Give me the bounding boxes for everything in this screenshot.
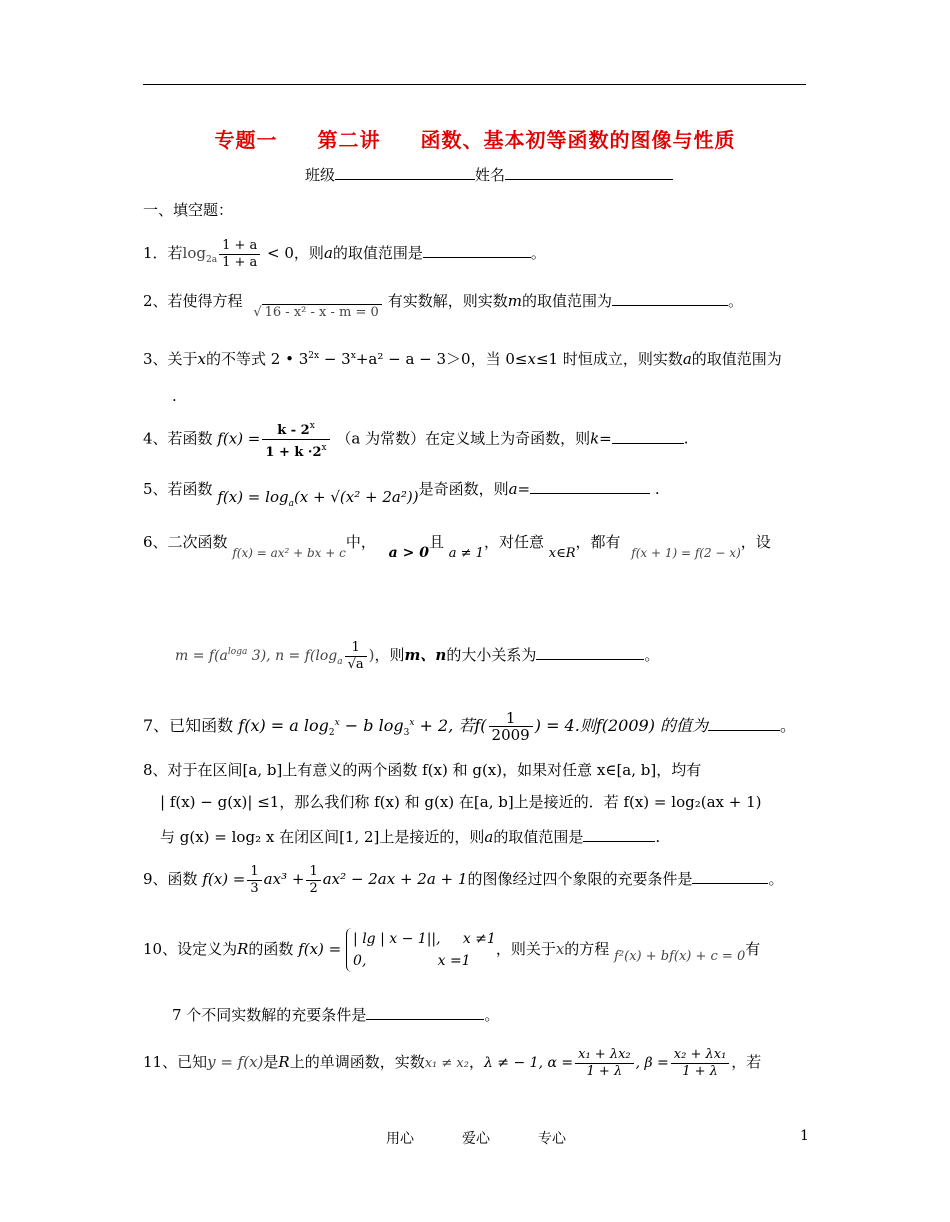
q6-end: 。: [644, 646, 660, 664]
q1-log: $\log_{2a}$: [182, 244, 218, 265]
q9-frac-1: $\frac{1}{3}$: [247, 864, 261, 897]
q3-var2: a: [682, 350, 692, 368]
q4-prefix: 4、若函数: [143, 429, 213, 448]
q6-duiren: ，对任意: [483, 533, 544, 551]
q11-beta: , β =: [635, 1055, 669, 1071]
q6-tail: 的大小关系为: [446, 646, 537, 664]
q7-fraction: $\frac{1}{2009}$: [489, 710, 533, 743]
q3-dot: .: [172, 387, 177, 405]
question-1: [143, 235, 546, 278]
q6-zhong: 中，: [345, 533, 376, 551]
q8-l3b: 的取值范围是: [493, 828, 584, 846]
header-rule: [143, 84, 806, 85]
q2-end: 。: [728, 292, 744, 310]
q10-answer-blank: [366, 1004, 484, 1020]
q6-n-def: , $n = f(\log_a$: [266, 648, 343, 667]
q6-she: ，设: [740, 533, 771, 551]
q5-var: a=: [508, 480, 531, 498]
q11-beta-frac: $\frac{\text{x₂ + λx₁}}{1 + \lambda}$: [671, 1047, 729, 1080]
q10-R: R: [237, 940, 249, 958]
q3-prefix: 3、关于: [143, 350, 198, 368]
q4-fx: f(x) =: [217, 429, 261, 448]
q6-m-def: $m = f(a^{loga}$ 3): [175, 647, 267, 664]
q6-eq: f(x + 1) = f(2 − x): [631, 546, 741, 560]
q6-ze: ，则: [374, 646, 405, 664]
document-title: [0, 124, 950, 153]
q11-is: 是: [263, 1053, 279, 1071]
q5-mid: 是奇函数，则: [418, 480, 509, 498]
section-heading: 一、填空题：: [143, 201, 234, 219]
q1-end: 。: [530, 244, 546, 262]
q10-guanyu: ，则关于: [495, 940, 556, 958]
q11-alpha-frac: $\frac{\text{x₁ + λx₂}}{1 + \lambda}$: [575, 1047, 633, 1080]
q10-eq: f²(x) + bf(x) + c = 0: [614, 949, 746, 964]
q3-var: x: [197, 350, 207, 368]
title-lecture: 第二讲: [317, 128, 381, 152]
q6-n-fraction: $\frac{1}{√a}$: [345, 640, 367, 673]
q3-mid2: +a² − a − 3＞0，当 0≤: [355, 350, 528, 368]
q11-ruo: ，若: [731, 1053, 762, 1071]
page-number: 1: [800, 1128, 809, 1144]
q10-x: x: [555, 940, 565, 958]
q2-mid: 有实数解，则实数: [387, 292, 508, 310]
q10-piecewise: | lg | x − 1||, x ≠1 0, x =1: [346, 928, 496, 972]
q9-t2: ax² − 2ax + 2a + 1: [322, 870, 468, 888]
question-10-continued: [172, 1004, 499, 1025]
q7-expr: f(x) = a log: [238, 716, 329, 735]
q7-mid2: + 2, 若f(: [414, 716, 487, 735]
q4-answer-blank: [612, 428, 684, 444]
q9-frac-2: $\frac{1}{2}$: [306, 864, 320, 897]
question-5: [143, 478, 660, 509]
q9-end: 。: [768, 870, 784, 888]
q7-prefix: 7、已知函数: [143, 716, 234, 735]
q1-prefix: 1．若: [143, 244, 183, 262]
question-10: [143, 924, 760, 976]
class-name-line: [305, 164, 673, 185]
name-label: 姓名: [475, 166, 506, 184]
q7-answer-blank: [708, 715, 780, 731]
q8-end: .: [655, 828, 661, 846]
q10-fx: f(x) =: [298, 940, 342, 958]
q6-cond1: a > 0: [388, 545, 429, 561]
question-6-part-b: $m = f(a^{loga}$ 3), $n = f(\log_a$ $\frac{1}{√a}$ )，则m、n的大小关系为 。: [175, 639, 660, 672]
q9-prefix: 9、函数: [143, 870, 198, 888]
q4-paren: （a 为常数）在定义域上为奇函数，则: [336, 429, 591, 448]
q3-ineq: 的不等式 2 • 3: [206, 350, 309, 368]
q6-douyou: ，都有: [575, 533, 621, 551]
q7-rest: ) = 4.则f(2009) 的值为: [534, 716, 709, 735]
q7-end: 。: [780, 716, 797, 735]
q9-t1: ax³ +: [263, 870, 305, 888]
name-blank: [505, 164, 673, 180]
q11-lam: λ ≠ − 1, α =: [483, 1055, 574, 1071]
q8-var: a: [484, 828, 494, 846]
q2-var: m: [507, 292, 523, 310]
q11-mono: 上的单调函数，实数: [289, 1053, 425, 1071]
q5-expression: $f(x) = \log_a(x + √(x^2 + 2a^2))$: [217, 488, 419, 509]
q4-end: .: [683, 429, 689, 448]
title-subject: 函数、基本初等函数的图像与性质: [420, 128, 736, 152]
q10-you: 有: [745, 940, 761, 958]
q6-answer-blank: [536, 644, 644, 660]
footer-word-2: 爱心: [462, 1131, 490, 1147]
q1-fraction: $\frac{1 + a}{1 + a}$: [219, 238, 260, 271]
question-4: [143, 418, 689, 461]
class-label: 班级: [305, 166, 336, 184]
q8-answer-blank: [583, 826, 655, 842]
question-2: [143, 290, 744, 320]
q2-tail: 的取值范围为: [522, 292, 613, 310]
q5-end: .: [654, 480, 660, 498]
class-blank: [335, 164, 475, 180]
question-6: [143, 532, 771, 561]
q6-xr: x∈R: [548, 546, 576, 561]
question-8-line-1: 8、对于在区间[a, b]上有意义的两个函数 f(x) 和 g(x)，如果对任意 x∈[a, b]，均有: [143, 761, 702, 779]
q2-answer-blank: [612, 290, 728, 306]
question-3: 3、关于x的不等式 2 • $3^{2x} - 3^x+a^2 - a - 3>0$，当 0≤x≤1 时恒成立，则实数a的取值范围为: [143, 350, 782, 368]
question-9: [143, 858, 783, 900]
q10b-end: 。: [484, 1006, 500, 1024]
q1-rest: < 0，则: [267, 244, 324, 262]
question-8-line-2: | f(x) − g(x)| ≤1，那么我们称 f(x) 和 g(x) 在[a, b]上是接近的．若 f(x) = log₂(ax + 1): [160, 793, 762, 811]
q10-prefix: 10、设定义为: [143, 940, 238, 958]
q8-l3a: 与 g(x) = log₂ x 在闭区间[1, 2]上是接近的，则: [160, 828, 485, 846]
footer-word-3: 专心: [538, 1131, 566, 1147]
q9-tail: 的图像经过四个象限的充要条件是: [467, 870, 693, 888]
question-8-line-3: [160, 826, 660, 847]
q4-var: k=: [590, 429, 612, 448]
footer-motto: [386, 1128, 566, 1148]
q10-fangcheng: 的方程: [564, 940, 610, 958]
q6-cond2: a ≠ 1: [448, 546, 484, 561]
q6-qie: 且: [428, 533, 444, 551]
footer-word-1: 用心: [386, 1131, 414, 1147]
title-topic: 专题一: [214, 128, 278, 152]
q10b-text: 7 个不同实数解的充要条件是: [172, 1006, 367, 1024]
q2-equation: √ 16 - x² - x - m = 0: [253, 305, 381, 320]
question-7: 7、已知函数 f(x) = a $\log_2^x - b$ $\log_3^x + 2$, 若f( $\frac{1}{2009}$ ) = 4.则f(2009) 的值为 。: [143, 709, 797, 744]
q5-answer-blank: [530, 478, 650, 494]
question-11: 11、已知y = f(x)是R上的单调函数，实数x₁ ≠ x₂，λ ≠ − 1, α = $\frac{\text{x₁ + λx₂}}{1 + \lambda}$ , β = $\frac{\text{x₂ + λx₁}}{1 + \lambda}$ ，若: [143, 1046, 762, 1079]
q1-answer-blank: [423, 242, 531, 258]
q6-mn: m、n: [404, 646, 447, 664]
q11-x12: x₁ ≠ x₂: [424, 1056, 469, 1071]
q10-mid: 的函数: [248, 940, 294, 958]
q4-fraction: $\frac{k - 2^x}{1 + k \cdot 2^x}$: [262, 418, 329, 461]
q3-mid: − 3: [319, 350, 351, 368]
q3-mid3: ≤1 时恒成立，则实数: [535, 350, 683, 368]
q9-expr1: f(x) =: [202, 870, 246, 888]
q3-tail: 的取值范围为: [691, 350, 782, 368]
q6-prefix: 6、二次函数: [143, 533, 228, 551]
q11-y: y = f(x): [207, 1053, 264, 1071]
q11-prefix: 11、已知: [143, 1053, 208, 1071]
q1-tail: 的取值范围是: [332, 244, 423, 262]
q1-var: a: [323, 244, 333, 262]
q11-R: R: [278, 1053, 290, 1071]
q6-fx: f(x) = ax² + bx + c: [232, 546, 346, 560]
q2-prefix: 2、若使得方程: [143, 292, 243, 310]
q7-mid: − b log: [339, 716, 404, 735]
q5-prefix: 5、若函数: [143, 480, 213, 498]
q9-answer-blank: [692, 868, 768, 884]
